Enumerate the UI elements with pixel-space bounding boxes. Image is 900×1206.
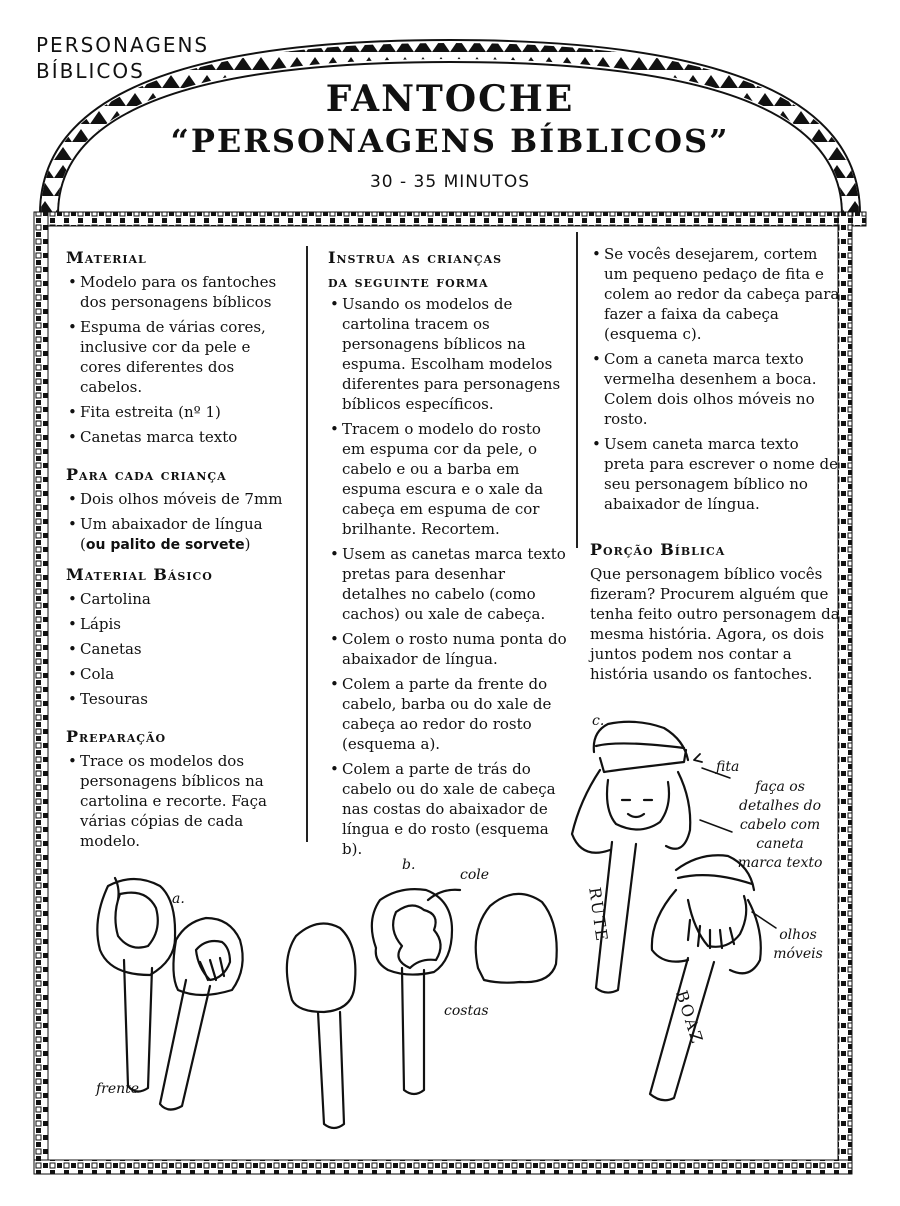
material-heading: Material <box>66 248 147 267</box>
list-item: • Canetas marca texto <box>66 427 292 447</box>
list-item: • Espuma de várias cores, inclusive cor da pele e cores diferentes dos cabelos. <box>66 317 292 397</box>
per-child-heading: Para cada criança <box>66 465 227 484</box>
moving-eyes-note: olhos móveis <box>773 927 823 962</box>
instructions-heading-line1: Instrua as crianças <box>328 248 503 267</box>
list-item: • Cartolina <box>66 589 292 609</box>
list-item: • Usem caneta marca texto preta para escrever o nome de seu personagem bíblico no abaixador de língua. <box>590 434 840 514</box>
glue-label: cole <box>460 867 490 883</box>
list-item: • Dois olhos móveis de 7mm <box>66 489 292 509</box>
instructions-heading-line2: da seguinte forma <box>328 272 489 291</box>
section-label-line1: PERSONAGENS <box>36 33 210 57</box>
list-item: • Cola <box>66 664 292 684</box>
ribbon-label: fita <box>716 759 740 775</box>
page-title: FANTOCHE <box>325 78 575 120</box>
list-item: • Com a caneta marca texto vermelha desenhem a boca. Colem dois olhos móveis no rosto. <box>590 349 840 429</box>
bible-portion-heading: Porção Bíblica <box>590 540 726 559</box>
scheme-b-drawing <box>287 889 557 1128</box>
list-item: • Se vocês desejarem, cortem um pequeno pedaço de fita e colem ao redor da cabeça para fazer a faixa da cabeça (esquema c). <box>590 244 840 344</box>
hair-detail-note: faça os detalhes do cabelo com caneta marca texto <box>737 779 823 871</box>
item-text-end: ) <box>244 535 251 553</box>
preparation-heading: Preparação <box>66 727 167 746</box>
basic-material-heading: Material Básico <box>66 565 213 584</box>
item-emphasis: ou palito de sorvete <box>85 537 245 553</box>
list-item: • Fita estreita (nº 1) <box>66 402 292 422</box>
item-text: Um abaixador de língua ( <box>80 515 263 553</box>
puppet-name-rute: RUTE <box>585 886 612 944</box>
scheme-b-label: b. <box>402 857 416 873</box>
list-item: • Trace os modelos dos personagens bíblicos na cartolina e recorte. Faça várias cópias de cada modelo. <box>66 751 292 851</box>
scheme-a-drawing <box>97 878 242 1110</box>
page-subtitle: “PERSONAGENS BÍBLICOS” <box>170 122 730 160</box>
scheme-a-label: a. <box>172 891 185 907</box>
list-item: • Tesouras <box>66 689 292 709</box>
list-item: • Usando os modelos de cartolina tracem os personagens bíblicos na espuma. Escolham modelos diferentes para personagens bíblicos específicos. <box>328 294 568 414</box>
puppet-name-boaz: BOAZ <box>671 988 708 1047</box>
list-item: • Tracem o modelo do rosto em espuma cor da pele, o cabelo e ou a barba em espuma escura e o xale da cabeça em espuma de cor brilhante. Recortem. <box>328 419 568 539</box>
front-label: frente <box>96 1081 140 1097</box>
list-item: • Usem as canetas marca texto pretas para desenhar detalhes no cabelo (como cachos) ou xale de cabeça. <box>328 544 568 624</box>
scheme-c-label: c. <box>592 713 605 729</box>
list-item: • Canetas <box>66 639 292 659</box>
list-item: • Modelo para os fantoches dos personagens bíblicos <box>66 272 292 312</box>
back-label: costas <box>444 1003 489 1019</box>
bible-portion-paragraph: Que personagem bíblico vocês fizeram? Procurem alguém que tenha feito outro personagem da mesma história. Agora, os dois juntos podem nos contar a história usando os fantoches. <box>590 565 840 683</box>
list-item: • Colem o rosto numa ponta do abaixador de língua. <box>328 629 568 669</box>
list-item: • Colem a parte de trás do cabelo ou do xale de cabeça nas costas do abaixador de língua e do rosto (esquema b). <box>328 759 568 859</box>
list-item: • Colem a parte da frente do cabelo, barba ou do xale de cabeça ao redor do rosto (esquema a). <box>328 674 568 754</box>
duration: 30 - 35 MINUTOS <box>369 172 530 192</box>
list-item: • Lápis <box>66 614 292 634</box>
section-label-line2: BÍBLICOS <box>36 59 145 83</box>
